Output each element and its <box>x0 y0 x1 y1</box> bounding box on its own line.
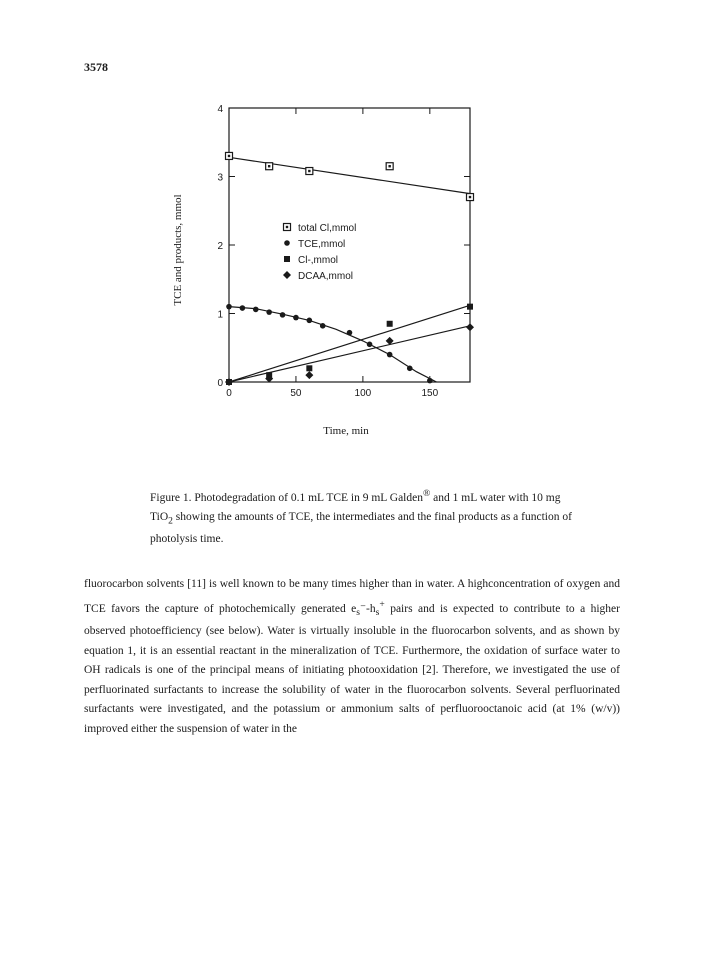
marker-inner <box>308 170 310 172</box>
superscript-plus: + <box>379 598 385 610</box>
data-point <box>280 312 286 318</box>
fit-line <box>229 305 470 382</box>
marker-inner <box>286 226 288 228</box>
legend-marker <box>283 271 291 279</box>
body-paragraph <box>84 575 620 739</box>
page-number: 3578 <box>84 60 108 74</box>
legend-marker <box>284 240 290 246</box>
data-point <box>320 323 326 329</box>
y-tick-label: 1 <box>217 309 223 321</box>
y-tick-label: 3 <box>217 172 223 184</box>
data-point <box>387 321 393 327</box>
data-point <box>386 163 393 170</box>
data-point <box>240 305 246 311</box>
data-point <box>306 168 313 175</box>
subscript-s: s <box>356 606 360 618</box>
x-tick-label: 50 <box>290 388 302 399</box>
caption-mid: and 1 mL water with 10 mg TiO <box>150 491 561 523</box>
data-point <box>347 330 353 336</box>
data-point <box>226 304 232 310</box>
data-point <box>293 315 299 321</box>
data-point <box>266 309 272 315</box>
data-point <box>407 366 413 372</box>
figure-chart <box>0 0 701 460</box>
y-tick-label: 4 <box>217 104 223 115</box>
x-axis-title: Time, min <box>323 425 369 437</box>
data-point <box>307 318 313 324</box>
y-axis-title: TCE and products, mmol <box>172 194 184 306</box>
data-point <box>253 307 259 313</box>
data-markers <box>225 152 474 386</box>
tick-labels <box>217 104 438 399</box>
data-point <box>305 371 313 379</box>
marker-inner <box>469 196 471 198</box>
legend-label: total Cl,mmol <box>298 223 357 234</box>
plot-frame <box>229 108 470 382</box>
data-point <box>387 352 393 358</box>
chart-axes <box>229 108 470 382</box>
legend-label: DCAA,mmol <box>298 271 354 282</box>
chart-legend <box>283 223 356 282</box>
caption-subscript: 2 <box>168 515 173 527</box>
paragraph-text-mid: ⁻-h <box>359 602 376 615</box>
figure-caption <box>150 484 580 549</box>
data-point <box>466 323 474 331</box>
paragraph-text: fluorocarbon solvents [11] is well known to be many times higher than in water. A highconcentration of oxygen and TCE favors the capture of photochemically generated e <box>84 578 620 615</box>
data-point <box>467 194 474 201</box>
caption-prefix: Figure 1. Photodegradation of 0.1 mL TCE in 9 mL Galden <box>150 491 423 504</box>
x-tick-label: 0 <box>226 388 232 399</box>
body-text <box>84 575 620 739</box>
y-tick-label: 2 <box>217 241 223 252</box>
caption-suffix: showing the amounts of TCE, the intermediates and the final products as a function of photolysis time. <box>150 510 572 546</box>
data-point <box>226 152 233 159</box>
x-tick-label: 100 <box>354 388 372 399</box>
paragraph-text-rest: pairs and is expected to contribute to a higher observed photoefficiency (see below). Water is virtually insoluble in the fluorocarbon solvents, and as shown by equation 1, it is an essential reactant in the mineralization of TCE. Furthermore, the oxidation of surface water to OH radicals is one of the principal means of initiating photooxidation [2]. Therefore, we investigated the use of perfluorinated surfactants to increase the solubility of water in the fluorocarbon solvents. Several perfluorinated surfactants were investigated, and the potassium or ammonium salts of perfluorooctanoic acid (at 1% (w/v)) improved either the suspension of water in the <box>84 602 620 735</box>
data-point <box>367 342 373 348</box>
legend-marker <box>284 256 290 262</box>
y-tick-label: 0 <box>217 378 223 389</box>
data-point <box>427 378 433 384</box>
data-point <box>467 304 473 310</box>
legend-label: TCE,mmol <box>298 239 346 250</box>
legend-marker <box>284 224 291 231</box>
legend-label: Cl-,mmol <box>298 255 338 266</box>
caption-registered-mark: ® <box>422 488 431 499</box>
data-point <box>266 163 273 170</box>
fit-lines <box>229 157 470 382</box>
marker-inner <box>228 155 230 157</box>
subscript-s: s <box>375 606 380 618</box>
marker-inner <box>268 165 270 167</box>
fit-line <box>229 307 437 382</box>
x-tick-label: 150 <box>421 388 439 399</box>
data-point <box>306 365 312 371</box>
marker-inner <box>388 165 390 167</box>
